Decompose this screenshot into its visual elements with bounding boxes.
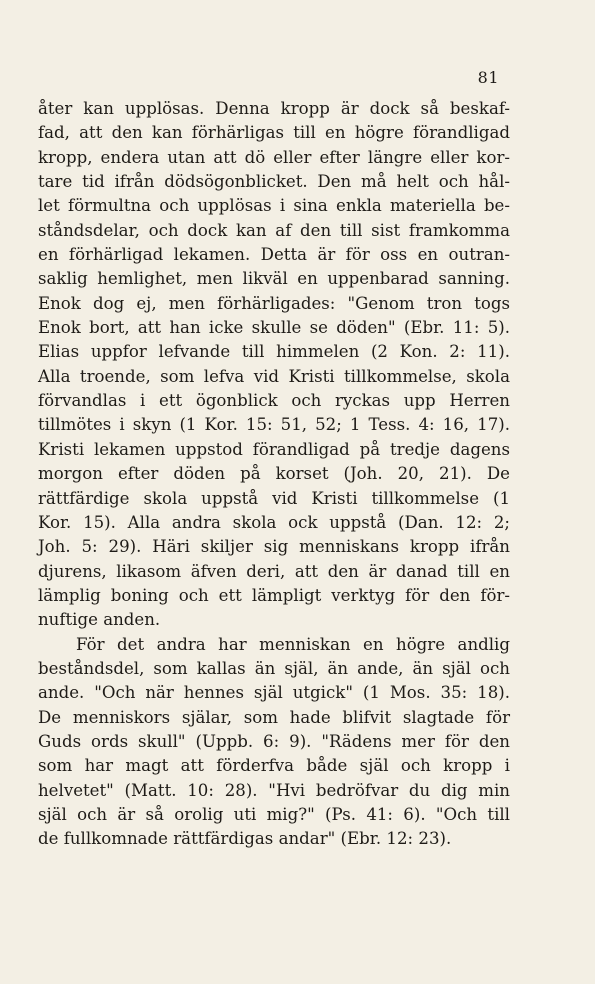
text-line: rättfärdige skola uppstå vid Kristi tillkommelse (1 xyxy=(38,488,510,508)
text-line: ståndsdelar, och dock kan af den till sist framkomma xyxy=(38,220,510,240)
text-line: let förmultna och upplösas i sina enkla materiella be- xyxy=(38,196,510,216)
text-line: Kristi lekamen uppstod förandligad på tredje dagens xyxy=(38,439,510,459)
text-line: ande. "Och när hennes själ utgick" (1 Mos. 35: 18). xyxy=(38,683,510,703)
text-line: de fullkomnade rättfärdigas andar" (Ebr. 12: 23). xyxy=(38,829,452,849)
text-line: morgon efter döden på korset (Joh. 20, 21). De xyxy=(38,464,510,484)
text-line: tare tid ifrån dödsögonblicket. Den må helt och hål- xyxy=(38,172,510,192)
text-line: saklig hemlighet, men likväl en uppenbarad sanning. xyxy=(38,269,510,289)
text-line: De menniskors själar, som hade blifvit slagtade för xyxy=(38,707,510,727)
page-number: 81 xyxy=(477,68,499,87)
text-line: kropp, endera utan att dö eller efter längre eller kor- xyxy=(38,147,510,167)
body-text xyxy=(38,97,510,852)
paragraph-end-line: nuftige anden. xyxy=(38,610,161,630)
text-line: Alla troende, som lefva vid Kristi tillkommelse, skola xyxy=(38,366,510,386)
text-line: tillmötes i skyn (1 Kor. 15: 51, 52; 1 Tess. 4: 16, 17). xyxy=(38,415,510,435)
text-line: Kor. 15). Alla andra skola ock uppstå (Dan. 12: 2; xyxy=(38,512,510,532)
paragraph-start-line: För det andra har menniskan en högre andlig xyxy=(76,634,510,654)
text-line: som har magt att förderfva både själ och kropp i xyxy=(38,756,510,776)
text-line: lämplig boning och ett lämpligt verktyg för den för- xyxy=(38,585,510,605)
text-line: fad, att den kan förhärligas till en högre förandligad xyxy=(38,123,510,143)
text-line: Elias uppfor lefvande till himmelen (2 Kon. 2: 11). xyxy=(38,342,510,362)
text-line: Guds ords skull" (Uppb. 6: 9). "Rädens mer för den xyxy=(38,731,510,751)
text-line: åter kan upplösas. Denna kropp är dock så beskaf- xyxy=(38,99,510,118)
text-line: Enok bort, att han icke skulle se döden" (Ebr. 11: 5). xyxy=(38,318,510,338)
text-line: förvandlas i ett ögonblick och ryckas upp Herren xyxy=(38,391,510,411)
text-line: Enok dog ej, men förhärligades: "Genom tron togs xyxy=(38,293,510,313)
text-line: Joh. 5: 29). Häri skiljer sig menniskans kropp ifrån xyxy=(38,537,510,557)
text-line: helvetet" (Matt. 10: 28). "Hvi bedröfvar du dig min xyxy=(38,780,510,800)
text-line: själ och är så orolig uti mig?" (Ps. 41: 6). "Och till xyxy=(38,804,510,824)
text-line: en förhärligad lekamen. Detta är för oss en outran- xyxy=(38,245,510,265)
text-line: djurens, likasom äfven deri, att den är danad till en xyxy=(38,561,510,581)
text-line: beståndsdel, som kallas än själ, än ande, än själ och xyxy=(38,658,510,678)
